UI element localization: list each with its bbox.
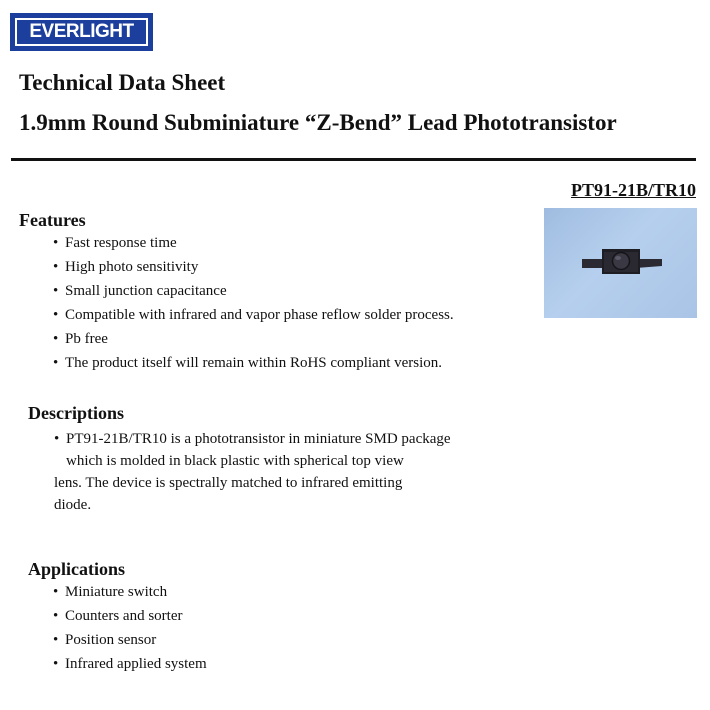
product-photo xyxy=(544,208,697,318)
description-paragraph xyxy=(54,428,451,516)
list-item: • Position sensor xyxy=(53,630,207,654)
list-item: • Small junction capacitance xyxy=(53,281,454,305)
phototransistor-image xyxy=(544,208,697,318)
header-divider xyxy=(11,158,696,161)
description-line: which is molded in black plastic with spherical top view xyxy=(66,453,404,469)
logo-text: EVERLIGHT xyxy=(29,21,134,42)
description-line: diode. xyxy=(54,497,92,513)
list-item: • High photo sensitivity xyxy=(53,257,454,281)
list-item: • Fast response time xyxy=(53,233,454,257)
document-subtitle: 1.9mm Round Subminiature “Z-Bend” Lead Phototransistor xyxy=(19,110,617,135)
part-number: PT91-21B/TR10 xyxy=(570,180,696,200)
logo-frame xyxy=(15,18,148,46)
list-item: • Pb free xyxy=(53,329,454,353)
descriptions-heading: Descriptions xyxy=(28,403,124,423)
description-line: lens. The device is spectrally matched to infrared emitting xyxy=(54,475,403,491)
document-title: Technical Data Sheet xyxy=(19,70,226,95)
features-list xyxy=(53,233,454,377)
list-item: • Infrared applied system xyxy=(53,654,207,678)
list-item: • Counters and sorter xyxy=(53,606,207,630)
list-item: • Compatible with infrared and vapor phase reflow solder process. xyxy=(53,305,454,329)
applications-heading: Applications xyxy=(28,559,126,579)
lens xyxy=(613,253,630,270)
list-item: • Miniature switch xyxy=(53,582,207,606)
features-heading: Features xyxy=(19,210,86,230)
description-line: • PT91-21B/TR10 is a phototransistor in miniature SMD package xyxy=(54,428,451,450)
brand-logo xyxy=(10,13,153,51)
list-item: • The product itself will remain within RoHS compliant version. xyxy=(53,353,454,377)
applications-list xyxy=(53,582,207,678)
